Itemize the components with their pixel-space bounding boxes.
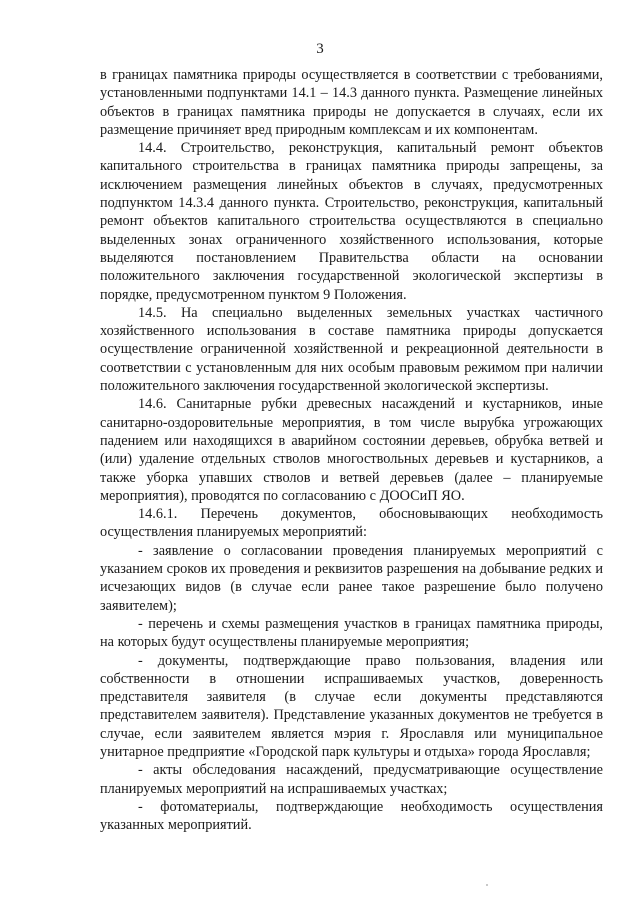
list-item-application: - заявление о согласовании проведения планируемых мероприятий с указанием сроков их проведения и реквизитов разрешения на добывание редких и исчезающих видов (в случае если ранее такое разрешение было получено заявителем); <box>100 542 603 614</box>
document-body <box>100 66 603 834</box>
paragraph-continuation: в границах памятника природы осуществляется в соответствии с требованиями, установленными подпунктами 14.1 – 14.3 данного пункта. Размещение линейных объектов в границах памятника природы не допускается в случаях, если их размещение причиняет вред природным комплексам и их компонентам. <box>100 67 603 138</box>
list-item-inspection-acts: - акты обследования насаждений, предусматривающие осуществление планируемых мероприятий на испрашиваемых участках; <box>100 762 603 797</box>
list-item-site-schemes: - перечень и схемы размещения участков в границах памятника природы, на которых будут осуществлены планируемые мероприятия; <box>100 615 603 651</box>
page-number: 3 <box>316 41 324 57</box>
scan-artifact <box>486 884 488 886</box>
paragraph-14-6: 14.6. Санитарные рубки древесных насаждений и кустарников, иные санитарно-оздоровительные мероприятия, в том числе вырубка угрожающих падением или находящихся в аварийном состоянии деревьев, обрубка ветвей и (или) удаление отдельных стволов многоствольных деревьев и кустарников, а также уборка упавших стволов и ветвей деревьев (далее – планируемые мероприятия), проводятся по согласованию с ДООСиП ЯО. <box>100 396 603 504</box>
paragraph-14-6-1: 14.6.1. Перечень документов, обосновывающих необходимость осуществления планируемых мероприятий: <box>100 506 603 541</box>
paragraph-14-4: 14.4. Строительство, реконструкция, капитальный ремонт объектов капитального строительства в границах памятника природы запрещены, за исключением размещения линейных объектов в случаях, предусмотренных подпунктом 14.3.4 данного пункта. Строительство, реконструкция, капитальный ремонт объектов капитального строительства осуществляются в специально выделенных зонах ограниченного хозяйственного использования, которые выделяются постановлением Правительства области на основании положительного заключения государственной экологической экспертизы в порядке, предусмотренном пунктом 9 Положения. <box>100 140 603 303</box>
list-item-ownership-documents: - документы, подтверждающие право пользования, владения или собственности в отношении испрашиваемых участков, доверенность представителя заявителя (в случае если документы представляются представителем заявителя). Представление указанных документов не требуется в случае, если заявителем является мэрия г. Ярославля или муниципальное унитарное предприятие «Городской парк культуры и отдыха» города Ярославля; <box>100 652 603 760</box>
paragraph-14-5: 14.5. На специально выделенных земельных участках частичного хозяйственного использования в составе памятника природы допускается осуществление ограниченной хозяйственной и рекреационной деятельности в соответствии с установленным для них особым правовым режимом при наличии положительного заключения государственной экологической экспертизы. <box>100 304 603 395</box>
list-item-photo-materials: - фотоматериалы, подтверждающие необходимость осуществления указанных мероприятий. <box>100 798 603 834</box>
